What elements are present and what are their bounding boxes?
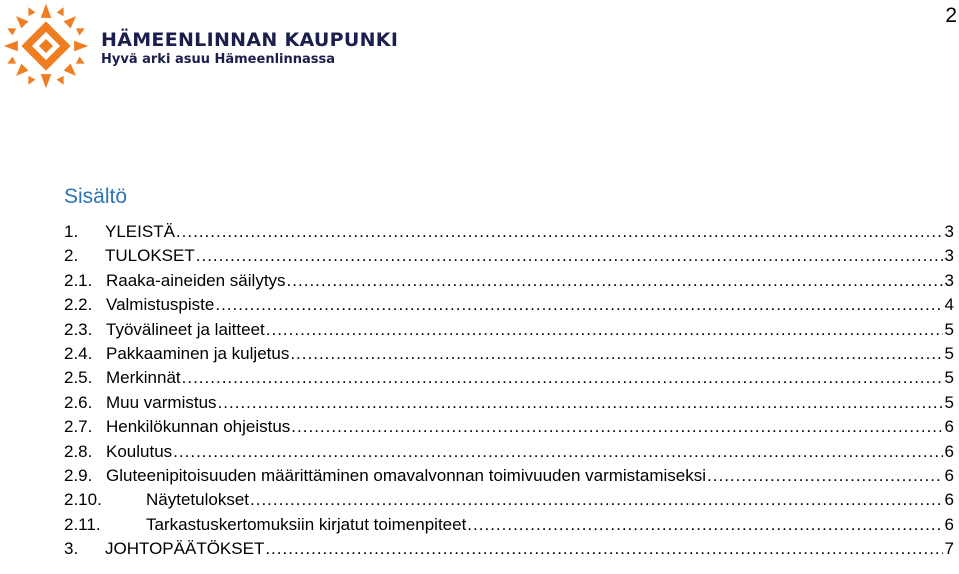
toc-entry[interactable] [64,488,954,512]
toc-entry[interactable] [64,513,954,537]
toc-entry-page: 6 [944,465,954,485]
toc-entry-page: 6 [944,514,954,534]
toc-entry-page: 6 [944,417,954,437]
toc-entry-page: 4 [944,295,954,315]
toc-leader [266,318,943,342]
toc-leader [707,464,943,488]
toc-entry[interactable] [64,318,954,342]
toc-entry-title[interactable]: YLEISTÄ [105,222,175,241]
toc-entry[interactable] [64,293,954,317]
toc-entry-page: 7 [944,539,954,559]
toc-entry-number: 2.7. [64,417,93,437]
toc-entry-page: 5 [944,319,954,339]
table-of-contents [64,220,954,561]
toc-entry-title[interactable]: Raaka-aineiden säilytys [106,270,286,290]
toc-entry[interactable] [64,440,954,464]
toc-entry[interactable] [64,415,954,439]
toc-entry-number: 2.4. [64,343,93,363]
toc-entry-number: 2.1. [64,270,93,290]
toc-leader [218,391,943,415]
toc-entry-number: 2.11. [64,514,101,534]
toc-entry[interactable] [64,366,954,390]
toc-entry-title[interactable]: Valmistuspiste [106,295,215,315]
toc-leader [265,537,942,561]
toc-entry[interactable] [64,464,954,488]
toc-leader [467,513,942,537]
toc-entry-title[interactable]: Gluteenipitoisuuden määrittäminen omavalvonnan toimivuuden varmistamiseksi [106,465,707,485]
toc-entry-number: 2. [64,246,79,266]
toc-entry-number: 2.8. [64,441,93,461]
toc-entry[interactable] [64,537,954,561]
toc-entry[interactable] [64,391,954,415]
toc-entry[interactable] [64,244,954,268]
toc-entry-title[interactable]: TULOKSET [105,246,195,266]
toc-entry-title[interactable]: Merkinnät [106,368,181,388]
toc-heading: Sisältö [64,185,128,208]
toc-leader [215,293,942,317]
toc-entry-title[interactable]: Tarkastuskertomuksiin kirjatut toimenpiteet [146,514,467,534]
toc-entry-number: 1. [64,222,79,241]
toc-entry-title[interactable]: JOHTOPÄÄTÖKSET [105,539,265,559]
toc-entry-number: 2.3. [64,319,93,339]
logo-subtitle: Hyvä arki asuu Hämeenlinnassa [101,52,336,67]
toc-leader [182,366,943,390]
logo-text [101,29,398,68]
toc-entry-page: 3 [944,246,954,266]
toc-entry-number: 2.10. [64,490,102,510]
toc-entry-page: 5 [944,392,954,412]
toc-entry-title[interactable]: Pakkaaminen ja kuljetus [106,343,290,363]
toc-entry-title[interactable]: Henkilökunnan ohjeistus [106,417,291,437]
toc-leader [290,342,942,366]
toc-entry-number: 3. [64,539,79,559]
city-logo-icon [2,2,90,90]
toc-leader [196,244,943,268]
toc-entry-page: 6 [944,441,954,461]
toc-entry-number: 2.6. [64,392,93,412]
toc-entry[interactable] [64,220,954,244]
logo-title: HÄMEENLINNAN KAUPUNKI [101,29,399,51]
toc-entry-title[interactable]: Muu varmistus [106,392,217,412]
toc-leader [291,415,942,439]
toc-leader [250,488,943,512]
toc-leader [176,220,943,244]
toc-entry-page: 5 [944,343,954,363]
page-number: 2 [945,4,957,27]
toc-entry[interactable] [64,342,954,366]
toc-entry-title[interactable]: Työvälineet ja laitteet [106,319,265,339]
toc-entry-page: 3 [944,270,954,290]
toc-entry-number: 2.5. [64,368,93,388]
toc-entry-title[interactable]: Koulutus [106,441,173,461]
toc-entry-number: 2.9. [64,465,93,485]
toc-entry-page: 5 [944,368,954,388]
toc-leader [173,440,942,464]
toc-entry[interactable] [64,269,954,293]
toc-entry-title[interactable]: Näytetulokset [146,490,249,510]
toc-leader [287,269,943,293]
toc-entry-page: 3 [944,222,954,241]
toc-entry-page: 6 [944,490,954,510]
toc-entry-number: 2.2. [64,295,93,315]
